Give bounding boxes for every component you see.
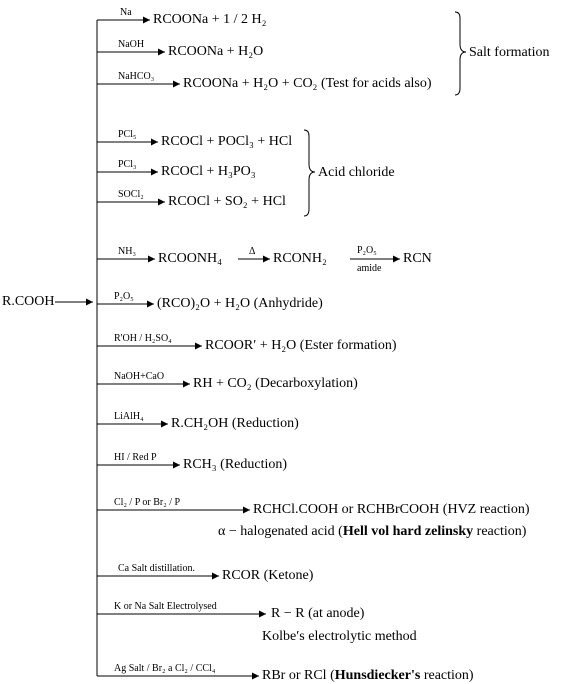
- reagent-label: PCl₃: [118, 159, 137, 170]
- acid-chloride-brace: [304, 130, 315, 216]
- reagent-label: SOCl₂: [118, 189, 144, 200]
- reagent-label: R'OH / H₂SO₄: [114, 333, 172, 344]
- product-label: RCHCl.COOH or RCHBrCOOH (HVZ reaction): [253, 502, 530, 517]
- step-reagent: P₂O₅: [357, 245, 377, 256]
- root-compound: R.COOH: [2, 294, 55, 309]
- product-label: RCONH₂: [273, 251, 327, 266]
- step-reagent: amide: [357, 263, 382, 274]
- product-label: RCOONa + H₂O: [168, 44, 264, 59]
- reagent-label: Cl₂ / P or Br₂ / P: [114, 497, 181, 508]
- product-label: RCOOR′ + H₂O (Ester formation): [205, 338, 397, 353]
- reagent-label: NaOH: [118, 39, 145, 50]
- reagent-label: LiAlH₄: [114, 411, 144, 422]
- reagent-label: HI / Red P: [114, 452, 157, 463]
- step-reagent: Δ: [249, 246, 256, 257]
- product-note: α − halogenated acid (Hell vol hard zelinsky reaction): [218, 524, 527, 539]
- salt-brace: [455, 12, 466, 95]
- product-label: RCOONH₄: [158, 251, 222, 266]
- product-label: RCN: [403, 251, 432, 266]
- reagent-label: Ca Salt distillation.: [118, 563, 195, 574]
- product-label: RCH₃ (Reduction): [183, 457, 288, 472]
- product-label: RCOR (Ketone): [222, 568, 314, 583]
- product-label: RH + CO₂ (Decarboxylation): [193, 376, 358, 391]
- reagent-label: Na: [120, 7, 132, 18]
- product-note: Kolbe′s electrolytic method: [262, 629, 417, 644]
- product-label: R − R (at anode): [271, 606, 365, 621]
- product-label: RCOCl + POCl₃ + HCl: [161, 134, 293, 149]
- group-label-salt: Salt formation: [469, 45, 550, 60]
- product-label: RCOCl + SO₂ + HCl: [168, 194, 286, 209]
- group-label-acid-chloride: Acid chloride: [318, 165, 395, 180]
- product-label: RCOONa + H₂O + CO₂ (Test for acids also): [183, 76, 432, 91]
- product-label: RCOONa + 1 / 2 H₂: [153, 12, 267, 27]
- reagent-label: NaHCO₃: [118, 71, 155, 82]
- product-label: (RCO)₂O + H₂O (Anhydride): [157, 296, 323, 311]
- product-label: RBr or RCl (Hunsdiecker's reaction): [262, 668, 474, 683]
- reagent-label: P₂O₅: [114, 291, 134, 302]
- product-label: R.CH₂OH (Reduction): [171, 416, 299, 431]
- reagent-label: PCl₅: [118, 129, 137, 140]
- reagent-label: Ag Salt / Br₂ a Cl₂ / CCl₄: [114, 663, 216, 674]
- reagent-label: NH₃: [118, 246, 136, 257]
- product-label: RCOCl + H₃PO₃: [161, 164, 256, 179]
- reagent-label: K or Na Salt Electrolysed: [114, 601, 217, 612]
- reagent-label: NaOH+CaO: [114, 371, 165, 382]
